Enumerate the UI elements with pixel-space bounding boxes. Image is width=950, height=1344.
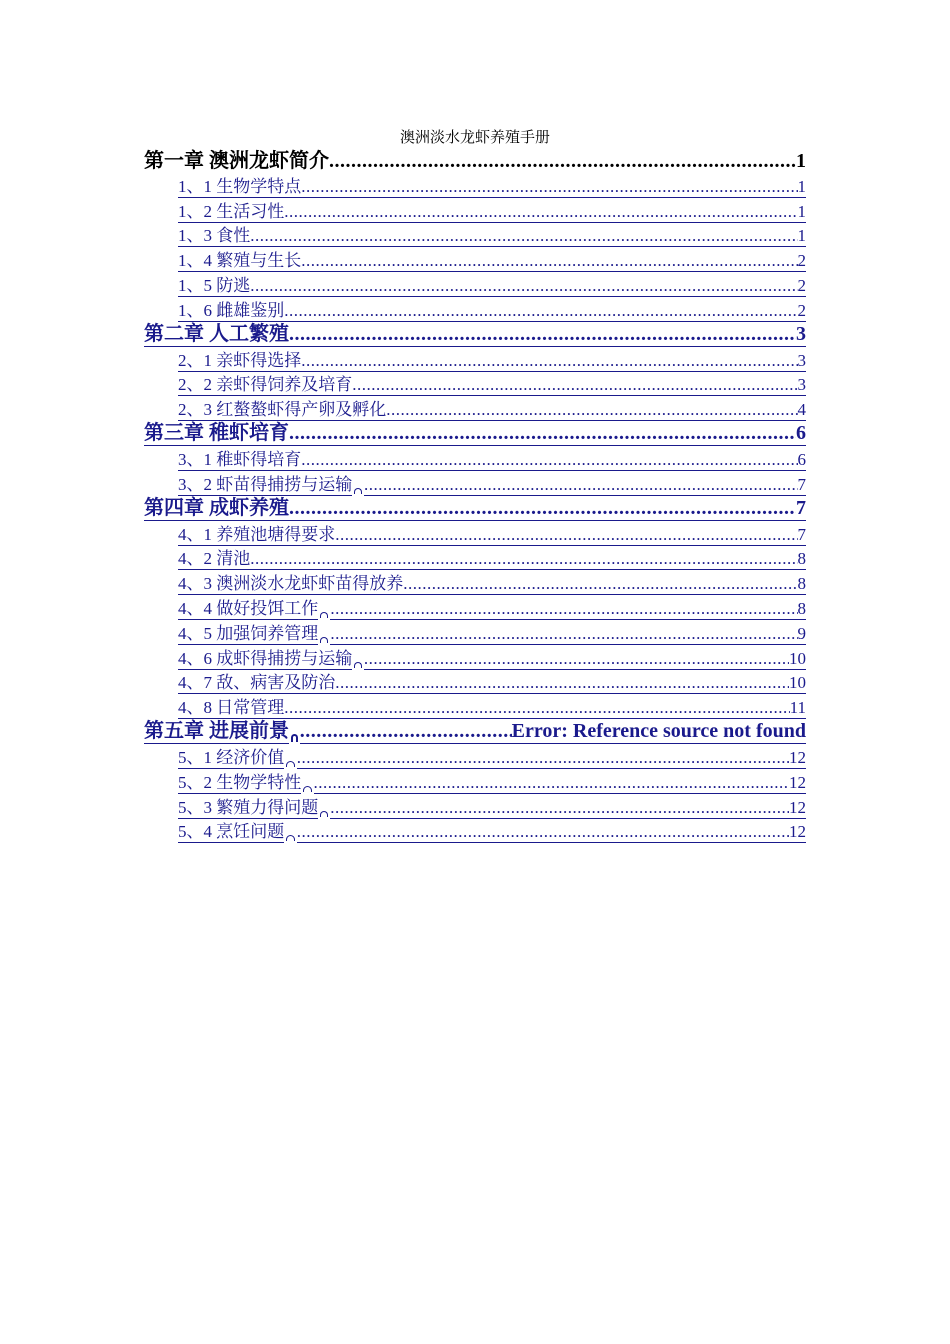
dot-leader: [352, 375, 797, 396]
dot-leader: [250, 276, 797, 297]
toc-entry-label: 2、3 红螯螯虾得产卵及孵化: [178, 396, 386, 421]
dot-leader: [301, 351, 797, 372]
toc-entry-label: 2、1 亲虾得选择: [178, 347, 301, 372]
bookmark-mark-icon: [291, 734, 298, 742]
toc-entry-label: 第四章 成虾养殖: [144, 496, 289, 521]
toc-page-number: 8: [797, 574, 806, 594]
toc-entry-label: 第一章 澳洲龙虾简介: [144, 150, 329, 172]
toc-section-link[interactable]: [144, 198, 806, 223]
dot-leader: [301, 251, 797, 272]
toc-section-link[interactable]: [144, 347, 806, 372]
toc-page-number: 10: [789, 673, 806, 693]
dot-leader: [335, 525, 797, 546]
toc-entry-label: 1、4 繁殖与生长: [178, 247, 301, 272]
toc-section-link[interactable]: [144, 396, 806, 421]
toc-entry-label: 4、5 加强饲养管理: [178, 620, 318, 645]
toc-page-number: 9: [797, 623, 806, 643]
dot-leader: [300, 720, 512, 744]
toc-section-link[interactable]: [144, 272, 806, 297]
toc-entry-label: 第五章 进展前景: [144, 719, 289, 744]
toc-chapter-link[interactable]: [144, 148, 806, 173]
dot-leader: [301, 177, 797, 198]
toc-page-number: 7: [797, 524, 806, 544]
bookmark-mark-icon: [320, 612, 328, 618]
toc-section-link[interactable]: [144, 372, 806, 397]
toc-entry-label: 1、3 食性: [178, 223, 250, 248]
toc-entry-label: 5、3 繁殖力得问题: [178, 794, 318, 819]
toc-section-link[interactable]: [144, 546, 806, 571]
dot-leader: [250, 226, 797, 247]
toc-section-link[interactable]: [144, 744, 806, 769]
toc-chapter-link[interactable]: [144, 719, 806, 744]
toc-page-number: 2: [797, 251, 806, 271]
toc-page-number: 8: [797, 549, 806, 569]
toc-section-link[interactable]: [144, 595, 806, 620]
toc-entry-label: 4、8 日常管理: [178, 694, 284, 719]
dot-leader: [301, 450, 797, 471]
toc-page-number: 6: [796, 422, 806, 445]
toc-page-number: 1: [796, 150, 806, 172]
dot-leader: [284, 202, 797, 223]
toc-entry-label: 4、4 做好投饵工作: [178, 595, 318, 620]
dot-leader: [386, 400, 797, 421]
dot-leader: [284, 301, 797, 322]
dot-leader: [250, 549, 797, 570]
toc-section-link[interactable]: [144, 794, 806, 819]
dot-leader: [330, 624, 797, 645]
toc-section-link[interactable]: [144, 769, 806, 794]
bookmark-mark-icon: [303, 786, 311, 792]
toc-page-number: 1: [797, 201, 806, 221]
toc-page-number: 12: [789, 822, 806, 842]
bookmark-mark-icon: [286, 835, 294, 841]
toc-entry-label: 4、1 养殖池塘得要求: [178, 521, 335, 546]
toc-entry-label: 4、7 敌、病害及防治: [178, 670, 335, 695]
toc-entry-label: 3、1 稚虾得培育: [178, 446, 301, 471]
dot-leader: [330, 798, 789, 819]
dot-leader: [329, 150, 796, 173]
toc-page-number: 6: [797, 449, 806, 469]
dot-leader: [364, 475, 798, 496]
toc-section-link[interactable]: [144, 446, 806, 471]
toc-page-number: 11: [789, 698, 806, 718]
toc-entry-label: 5、2 生物学特性: [178, 769, 301, 794]
toc-entry-label: 1、2 生活习性: [178, 198, 284, 223]
toc-section-link[interactable]: [144, 223, 806, 248]
document-header-title: 澳洲淡水龙虾养殖手册: [399, 130, 550, 146]
toc-section-link[interactable]: [144, 670, 806, 695]
toc-section-link[interactable]: [144, 247, 806, 272]
toc-section-link[interactable]: [144, 694, 806, 719]
toc-chapter-link[interactable]: [144, 322, 806, 347]
toc-section-link[interactable]: [144, 173, 806, 198]
dot-leader: [403, 574, 797, 595]
toc-page-number: 3: [796, 322, 806, 345]
toc-page-number: 1: [797, 176, 806, 196]
bookmark-mark-icon: [286, 761, 294, 767]
dot-leader: [284, 698, 789, 719]
toc-entry-label: 第二章 人工繁殖: [144, 322, 289, 347]
toc-entry-label: 1、5 防逃: [178, 272, 250, 297]
toc-page-number: 12: [789, 747, 806, 767]
table-of-contents: [144, 148, 806, 843]
dot-leader: [364, 649, 789, 670]
toc-page-number: 7: [797, 474, 806, 494]
bookmark-mark-icon: [354, 488, 362, 494]
toc-entry-label: 1、1 生物学特点: [178, 173, 301, 198]
toc-entry-label: 5、4 烹饪问题: [178, 819, 284, 844]
toc-page-number: 10: [789, 648, 806, 668]
bookmark-mark-icon: [354, 662, 362, 668]
toc-section-link[interactable]: [144, 819, 806, 844]
toc-page-number: 12: [789, 797, 806, 817]
toc-section-link[interactable]: [144, 570, 806, 595]
toc-chapter-link[interactable]: [144, 496, 806, 521]
toc-entry-label: 4、6 成虾得捕捞与运输: [178, 645, 352, 670]
toc-chapter-link[interactable]: [144, 421, 806, 446]
toc-entry-label: 5、1 经济价值: [178, 744, 284, 769]
toc-entry-label: 2、2 亲虾得饲养及培育: [178, 372, 352, 397]
toc-section-link[interactable]: [144, 645, 806, 670]
toc-section-link[interactable]: [144, 620, 806, 645]
toc-page-number: 3: [797, 375, 806, 395]
toc-section-link[interactable]: [144, 297, 806, 322]
dot-leader: [314, 773, 790, 794]
toc-page-number: 3: [797, 350, 806, 370]
toc-page-number: 8: [797, 598, 806, 618]
toc-page-number: 2: [797, 300, 806, 320]
dot-leader: [297, 822, 789, 843]
bookmark-mark-icon: [320, 811, 328, 817]
toc-section-link[interactable]: [144, 521, 806, 546]
toc-entry-label: 3、2 虾苗得捕捞与运输: [178, 471, 352, 496]
dot-leader: [289, 497, 796, 521]
toc-entry-label: 4、2 清池: [178, 546, 250, 571]
toc-entry-label: 4、3 澳洲淡水龙虾虾苗得放养: [178, 570, 403, 595]
dot-leader: [289, 422, 796, 446]
dot-leader: [289, 323, 796, 347]
toc-section-link[interactable]: [144, 471, 806, 496]
toc-page-number: 2: [797, 275, 806, 295]
bookmark-mark-icon: [320, 637, 328, 643]
toc-entry-label: 第三章 稚虾培育: [144, 421, 289, 446]
dot-leader: [297, 748, 789, 769]
toc-page-number: Error: Reference source not found: [511, 720, 806, 743]
toc-entry-label: 1、6 雌雄鉴别: [178, 297, 284, 322]
dot-leader: [330, 599, 797, 620]
dot-leader: [335, 673, 789, 694]
toc-page-number: 7: [796, 496, 806, 519]
toc-page-number: 1: [797, 226, 806, 246]
toc-page-number: 4: [797, 400, 806, 420]
toc-page-number: 12: [789, 772, 806, 792]
